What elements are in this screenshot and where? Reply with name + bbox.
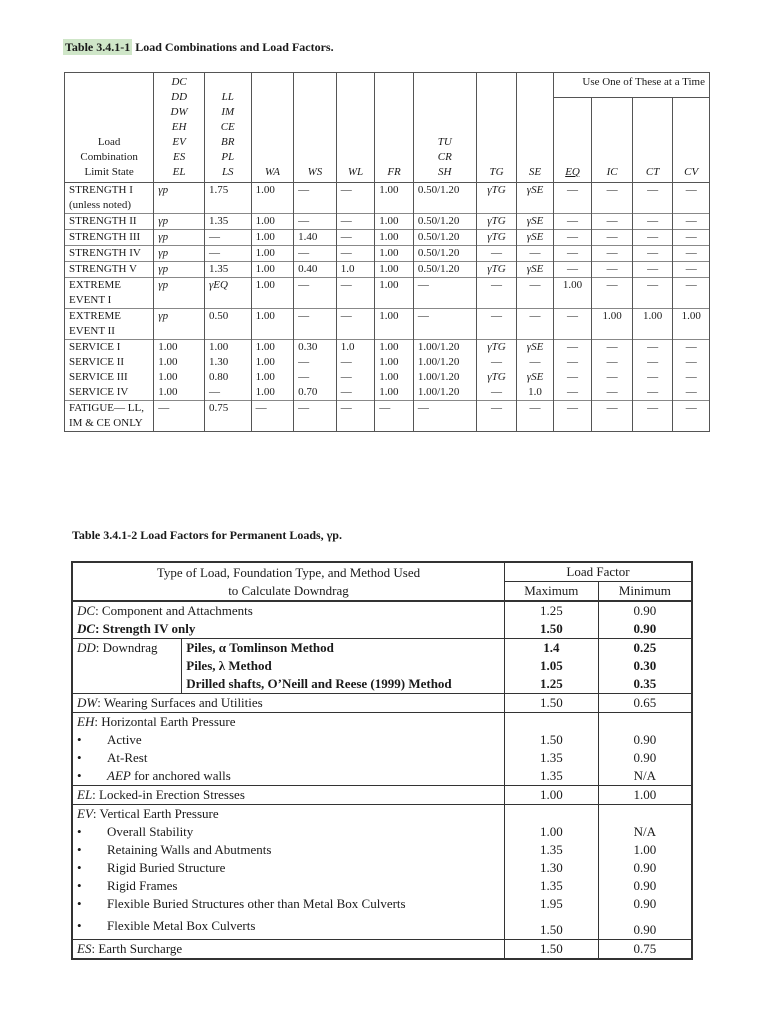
load-factor-cell: — bbox=[673, 278, 710, 309]
col-ll-line: PL bbox=[221, 151, 235, 163]
load-factor-cell: 1.00 bbox=[375, 183, 414, 214]
load-factor-cell: — bbox=[413, 309, 476, 340]
load-factor-cell: — bbox=[553, 246, 592, 262]
load-factor-cell: 1.00 bbox=[251, 278, 294, 309]
table1-row bbox=[65, 246, 710, 262]
row-ev-3 bbox=[72, 877, 692, 895]
es-label: ES: Earth Surcharge bbox=[72, 940, 504, 960]
eh-item-0-max: 1.50 bbox=[504, 731, 598, 749]
load-factor-cell: — bbox=[632, 183, 673, 214]
eh-item-1-max: 1.35 bbox=[504, 749, 598, 767]
ev-item-4: • Flexible Buried Structures other than Metal Box Culverts bbox=[72, 895, 504, 913]
load-factor-cell: γTG bbox=[476, 214, 517, 230]
load-factor-cell: 0.50/1.20 bbox=[413, 246, 476, 262]
dc-strength-iv-label: DC: Strength IV only bbox=[77, 621, 196, 636]
table1-row bbox=[65, 183, 710, 214]
load-factor-cell: — bbox=[632, 262, 673, 278]
load-factor-cell: — bbox=[592, 183, 633, 214]
limit-state-label: SERVICE I bbox=[65, 340, 154, 356]
load-factor-cell: — bbox=[476, 278, 517, 309]
header-maximum: Maximum bbox=[504, 582, 598, 602]
load-factor-cell: — bbox=[592, 355, 633, 370]
table1-row bbox=[65, 230, 710, 246]
dd-item-0-min: 0.25 bbox=[598, 639, 692, 658]
load-factor-cell: — bbox=[592, 278, 633, 309]
table1-row bbox=[65, 340, 710, 356]
load-factor-cell: γTG bbox=[476, 340, 517, 356]
load-factor-cell: γp bbox=[154, 309, 205, 340]
dd-item-2-max: 1.25 bbox=[504, 675, 598, 694]
col-dc-line: DW bbox=[170, 106, 188, 118]
load-factor-cell: 1.00 bbox=[251, 230, 294, 246]
load-factor-cell: 1.00 bbox=[251, 370, 294, 385]
row-el bbox=[72, 786, 692, 805]
ev-item-0: • Overall Stability bbox=[72, 823, 504, 841]
table1-body bbox=[65, 183, 710, 432]
load-factor-cell: — bbox=[413, 278, 476, 309]
load-factor-cell: — bbox=[632, 246, 673, 262]
dd-item-0-max: 1.4 bbox=[504, 639, 598, 658]
ev-label: EV: Vertical Earth Pressure bbox=[72, 805, 504, 824]
load-factor-cell: 0.75 bbox=[204, 401, 251, 432]
load-factor-cell: — bbox=[294, 246, 337, 262]
eh-item-1-min: 0.90 bbox=[598, 749, 692, 767]
row-dc bbox=[72, 601, 692, 620]
table2-title: Table 3.4.1-2 Load Factors for Permanent Loads, γp. bbox=[72, 528, 342, 542]
dd-item-1-max: 1.05 bbox=[504, 657, 598, 675]
load-factor-cell: — bbox=[476, 309, 517, 340]
header-fr: FR bbox=[375, 73, 414, 183]
table1-row bbox=[65, 401, 710, 432]
col-dc-line: EL bbox=[172, 166, 186, 178]
limit-state-label: STRENGTH II bbox=[65, 214, 154, 230]
row-ev-4 bbox=[72, 895, 692, 913]
load-factor-cell: — bbox=[632, 385, 673, 401]
load-factor-cell: — bbox=[336, 385, 375, 401]
limit-state-label: STRENGTH III bbox=[65, 230, 154, 246]
load-factor-cell: — bbox=[673, 246, 710, 262]
header-wa: WA bbox=[251, 73, 294, 183]
load-factor-cell: 1.00 bbox=[154, 370, 205, 385]
load-factor-cell: 1.00 bbox=[632, 309, 673, 340]
load-factor-cell: 1.00 bbox=[251, 214, 294, 230]
load-factor-cell: — bbox=[673, 355, 710, 370]
load-factor-cell: γp bbox=[154, 214, 205, 230]
load-factor-cell: — bbox=[553, 230, 592, 246]
load-factor-cell: — bbox=[553, 309, 592, 340]
load-factor-cell: — bbox=[476, 385, 517, 401]
load-factor-cell: — bbox=[154, 401, 205, 432]
load-factor-cell: γSE bbox=[517, 214, 554, 230]
load-factor-cell: — bbox=[336, 370, 375, 385]
header-type-of-load: Type of Load, Foundation Type, and Method Used to Calculate Downdrag bbox=[156, 564, 421, 598]
load-factor-cell: 1.00 bbox=[154, 340, 205, 356]
el-min: 1.00 bbox=[598, 786, 692, 805]
load-factor-cell: 1.00 bbox=[251, 385, 294, 401]
load-factor-cell: — bbox=[592, 370, 633, 385]
load-factor-cell: 1.00 bbox=[251, 355, 294, 370]
load-factor-cell: — bbox=[517, 401, 554, 432]
load-factor-cell: — bbox=[553, 214, 592, 230]
load-factor-cell: 1.00 bbox=[375, 309, 414, 340]
table1-row bbox=[65, 385, 710, 401]
eh-item-2-max: 1.35 bbox=[504, 767, 598, 786]
header-ct: CT bbox=[632, 98, 673, 183]
table1-row bbox=[65, 278, 710, 309]
load-factor-cell: — bbox=[294, 183, 337, 214]
limit-state-label: STRENGTH IV bbox=[65, 246, 154, 262]
header-eq: EQ bbox=[553, 98, 592, 183]
col-dc-line: ES bbox=[172, 151, 186, 163]
es-min: 0.75 bbox=[598, 940, 692, 960]
load-factor-cell: — bbox=[592, 262, 633, 278]
header-cv: CV bbox=[673, 98, 710, 183]
load-factor-cell: 0.80 bbox=[204, 370, 251, 385]
load-factor-cell: 1.00 bbox=[251, 246, 294, 262]
load-factor-cell: — bbox=[517, 309, 554, 340]
load-factor-cell: 1.00 bbox=[154, 355, 205, 370]
load-factor-cell: 0.50/1.20 bbox=[413, 183, 476, 214]
row-eh-aep bbox=[72, 767, 692, 786]
eh-label: EH: Horizontal Earth Pressure bbox=[72, 713, 504, 732]
row-eh bbox=[72, 713, 692, 732]
table1-title bbox=[63, 40, 334, 55]
load-factor-cell: γp bbox=[154, 262, 205, 278]
load-factor-cell: — bbox=[517, 278, 554, 309]
load-factor-cell: — bbox=[517, 355, 554, 370]
dd-item-2-min: 0.35 bbox=[598, 675, 692, 694]
load-factor-cell: — bbox=[336, 214, 375, 230]
limit-state-label: SERVICE III bbox=[65, 370, 154, 385]
col-tu-line: SH bbox=[438, 166, 452, 178]
row-dc-strength-iv bbox=[72, 620, 692, 639]
load-factor-cell: — bbox=[476, 401, 517, 432]
table1-header-row-1 bbox=[65, 73, 710, 98]
table1-row bbox=[65, 309, 710, 340]
load-factor-cell: — bbox=[553, 370, 592, 385]
eh-item-1: • At-Rest bbox=[72, 749, 504, 767]
row-ev-1 bbox=[72, 841, 692, 859]
load-factor-cell: 1.00 bbox=[375, 246, 414, 262]
load-factor-cell: 1.0 bbox=[336, 340, 375, 356]
load-factor-cell: — bbox=[553, 262, 592, 278]
ev-item-0-min: N/A bbox=[598, 823, 692, 841]
load-factor-cell: — bbox=[553, 340, 592, 356]
load-factor-cell: 1.00 bbox=[375, 340, 414, 356]
dw-label: DW: Wearing Surfaces and Utilities bbox=[72, 694, 504, 713]
header-tg: TG bbox=[476, 73, 517, 183]
load-factor-cell: 1.00 bbox=[375, 214, 414, 230]
load-factor-cell: 1.00 bbox=[375, 370, 414, 385]
row-es bbox=[72, 940, 692, 960]
load-factor-cell: γp bbox=[154, 183, 205, 214]
load-factor-cell: — bbox=[476, 246, 517, 262]
table1-row bbox=[65, 262, 710, 278]
load-factor-cell: 0.50/1.20 bbox=[413, 230, 476, 246]
load-factor-cell: 1.00 bbox=[251, 309, 294, 340]
row-ev-5 bbox=[72, 913, 692, 940]
ev-item-5-max: 1.50 bbox=[504, 913, 598, 940]
load-factor-cell: γSE bbox=[517, 262, 554, 278]
load-factor-cell: 0.50/1.20 bbox=[413, 262, 476, 278]
ev-item-3-min: 0.90 bbox=[598, 877, 692, 895]
load-factor-cell: γp bbox=[154, 246, 205, 262]
load-factor-cell: — bbox=[632, 230, 673, 246]
load-factor-cell: 1.30 bbox=[204, 355, 251, 370]
load-factor-cell: γTG bbox=[476, 183, 517, 214]
ev-item-5-min: 0.90 bbox=[598, 913, 692, 940]
load-factor-cell: — bbox=[632, 401, 673, 432]
row-ev bbox=[72, 805, 692, 824]
load-factor-cell: 1.00 bbox=[251, 262, 294, 278]
table1-title-number: Table 3.4.1-1 bbox=[65, 40, 131, 54]
eh-item-0-min: 0.90 bbox=[598, 731, 692, 749]
col-limit-line: Combination bbox=[80, 151, 138, 163]
header-dc-group bbox=[154, 73, 205, 183]
load-factor-cell: 1.00 bbox=[375, 278, 414, 309]
limit-state-label: EXTREME EVENT II bbox=[65, 309, 154, 340]
row-dd-1 bbox=[72, 639, 692, 658]
load-factor-cell: — bbox=[632, 370, 673, 385]
load-factor-cell: — bbox=[336, 355, 375, 370]
permanent-load-factors-table bbox=[71, 561, 693, 960]
header-ll-group bbox=[204, 73, 251, 183]
load-factor-cell: — bbox=[251, 401, 294, 432]
el-label: EL: Locked-in Erection Stresses bbox=[72, 786, 504, 805]
load-factor-cell: — bbox=[673, 214, 710, 230]
ev-item-0-max: 1.00 bbox=[504, 823, 598, 841]
load-factor-cell: — bbox=[294, 401, 337, 432]
load-factor-cell: — bbox=[673, 230, 710, 246]
ev-item-3-max: 1.35 bbox=[504, 877, 598, 895]
load-factor-cell: — bbox=[673, 370, 710, 385]
load-factor-cell: 1.00 bbox=[154, 385, 205, 401]
col-ll-line: BR bbox=[221, 136, 235, 148]
col-dc-line: EH bbox=[171, 121, 187, 133]
load-factor-cell: — bbox=[673, 340, 710, 356]
ev-item-1: • Retaining Walls and Abutments bbox=[72, 841, 504, 859]
col-limit-line: Limit State bbox=[84, 166, 134, 178]
col-ll-line: IM bbox=[221, 106, 235, 118]
eh-item-0: • Active bbox=[72, 731, 504, 749]
load-factor-cell: — bbox=[294, 355, 337, 370]
col-dc-line: DD bbox=[171, 91, 188, 103]
row-ev-0 bbox=[72, 823, 692, 841]
col-ll-line: LL bbox=[221, 91, 234, 103]
limit-state-label: EXTREME EVENT I bbox=[65, 278, 154, 309]
header-ws: WS bbox=[294, 73, 337, 183]
load-factor-cell: 1.00/1.20 bbox=[413, 355, 476, 370]
header-se: SE bbox=[517, 73, 554, 183]
dd-item-1-min: 0.30 bbox=[598, 657, 692, 675]
row-ev-2 bbox=[72, 859, 692, 877]
load-factor-cell: 0.50 bbox=[204, 309, 251, 340]
dc-strength-iv-min: 0.90 bbox=[598, 620, 692, 639]
load-factor-cell: γp bbox=[154, 278, 205, 309]
load-factor-cell: γEQ bbox=[204, 278, 251, 309]
load-factor-cell: — bbox=[553, 355, 592, 370]
ev-item-2-max: 1.30 bbox=[504, 859, 598, 877]
header-minimum: Minimum bbox=[598, 582, 692, 602]
load-factor-cell: 1.35 bbox=[204, 262, 251, 278]
load-factor-cell: — bbox=[592, 385, 633, 401]
load-factor-cell: 1.00 bbox=[204, 340, 251, 356]
limit-state-label: FATIGUE— LL, IM & CE ONLY bbox=[65, 401, 154, 432]
load-factor-cell: — bbox=[673, 401, 710, 432]
load-factor-cell: — bbox=[553, 385, 592, 401]
load-factor-cell: 0.40 bbox=[294, 262, 337, 278]
load-factor-cell: — bbox=[336, 183, 375, 214]
load-factor-cell: γTG bbox=[476, 370, 517, 385]
load-factor-cell: γp bbox=[154, 230, 205, 246]
row-dw bbox=[72, 694, 692, 713]
header-tu-group bbox=[413, 73, 476, 183]
load-factor-cell: 1.00/1.20 bbox=[413, 385, 476, 401]
col-ll-line: LS bbox=[221, 166, 234, 178]
load-factor-cell: γTG bbox=[476, 262, 517, 278]
eh-item-2: • AEP for anchored walls bbox=[72, 767, 504, 786]
load-factor-cell: 1.00 bbox=[375, 230, 414, 246]
row-eh-at-rest bbox=[72, 749, 692, 767]
eh-item-2-min: N/A bbox=[598, 767, 692, 786]
load-factor-cell: — bbox=[517, 246, 554, 262]
load-factor-cell: — bbox=[336, 246, 375, 262]
col-tu-line: TU bbox=[437, 136, 452, 148]
load-factor-cell: 1.75 bbox=[204, 183, 251, 214]
load-factor-cell: 1.00 bbox=[251, 340, 294, 356]
dc-max: 1.25 bbox=[504, 601, 598, 620]
dc-strength-iv-max: 1.50 bbox=[504, 620, 598, 639]
limit-state-label: SERVICE IV bbox=[65, 385, 154, 401]
load-factor-cell: γSE bbox=[517, 340, 554, 356]
load-combinations-table bbox=[64, 72, 710, 432]
dw-min: 0.65 bbox=[598, 694, 692, 713]
load-factor-cell: 1.00 bbox=[592, 309, 633, 340]
load-factor-cell: 1.00 bbox=[375, 355, 414, 370]
header-wl: WL bbox=[336, 73, 375, 183]
load-factor-cell: 1.00/1.20 bbox=[413, 340, 476, 356]
col-tu-line: CR bbox=[437, 151, 452, 163]
table1-row bbox=[65, 355, 710, 370]
load-factor-cell: 1.00 bbox=[375, 262, 414, 278]
load-factor-cell: — bbox=[632, 278, 673, 309]
dw-max: 1.50 bbox=[504, 694, 598, 713]
header-limit-state bbox=[65, 73, 154, 183]
table1-row bbox=[65, 370, 710, 385]
dd-item-2: Drilled shafts, O’Neill and Reese (1999) Method bbox=[182, 675, 505, 694]
dd-item-1: Piles, λ Method bbox=[182, 657, 505, 675]
dd-label: DD: Downdrag bbox=[72, 639, 182, 694]
table1-row bbox=[65, 214, 710, 230]
load-factor-cell: — bbox=[592, 401, 633, 432]
load-factor-cell: γSE bbox=[517, 230, 554, 246]
ev-item-2-min: 0.90 bbox=[598, 859, 692, 877]
table2-header-row-1 bbox=[72, 562, 692, 582]
load-factor-cell: — bbox=[413, 401, 476, 432]
load-factor-cell: — bbox=[294, 309, 337, 340]
load-factor-cell: 1.00 bbox=[553, 278, 592, 309]
load-factor-cell: — bbox=[204, 385, 251, 401]
load-factor-cell: — bbox=[294, 278, 337, 309]
load-factor-cell: — bbox=[673, 183, 710, 214]
load-factor-cell: — bbox=[632, 355, 673, 370]
load-factor-cell: — bbox=[632, 340, 673, 356]
load-factor-cell: γTG bbox=[476, 230, 517, 246]
load-factor-cell: 1.0 bbox=[336, 262, 375, 278]
load-factor-cell: 1.00 bbox=[375, 385, 414, 401]
load-factor-cell: 0.50/1.20 bbox=[413, 214, 476, 230]
load-factor-cell: 1.00 bbox=[251, 183, 294, 214]
ev-item-2: • Rigid Buried Structure bbox=[72, 859, 504, 877]
load-factor-cell: γSE bbox=[517, 370, 554, 385]
load-factor-cell: — bbox=[592, 214, 633, 230]
load-factor-cell: — bbox=[592, 340, 633, 356]
load-factor-cell: 0.30 bbox=[294, 340, 337, 356]
limit-state-label: STRENGTH V bbox=[65, 262, 154, 278]
dc-min: 0.90 bbox=[598, 601, 692, 620]
load-factor-cell: 1.00 bbox=[673, 309, 710, 340]
header-load-factor: Load Factor bbox=[504, 562, 692, 582]
load-factor-cell: — bbox=[673, 262, 710, 278]
load-factor-cell: — bbox=[553, 183, 592, 214]
load-factor-cell: — bbox=[632, 214, 673, 230]
col-limit-line: Load bbox=[97, 136, 121, 148]
load-factor-cell: — bbox=[375, 401, 414, 432]
col-dc-line: EV bbox=[172, 136, 186, 148]
ev-item-1-max: 1.35 bbox=[504, 841, 598, 859]
dd-item-0: Piles, α Tomlinson Method bbox=[182, 639, 505, 658]
header-ic: IC bbox=[592, 98, 633, 183]
ev-item-4-max: 1.95 bbox=[504, 895, 598, 913]
load-factor-cell: — bbox=[673, 385, 710, 401]
load-factor-cell: — bbox=[204, 230, 251, 246]
load-factor-cell: — bbox=[592, 246, 633, 262]
load-factor-cell: 1.40 bbox=[294, 230, 337, 246]
load-factor-cell: γSE bbox=[517, 183, 554, 214]
load-factor-cell: — bbox=[294, 214, 337, 230]
ev-item-4-min: 0.90 bbox=[598, 895, 692, 913]
ev-item-5: • Flexible Metal Box Culverts bbox=[72, 913, 504, 940]
ev-item-1-min: 1.00 bbox=[598, 841, 692, 859]
col-dc-line: DC bbox=[171, 76, 187, 88]
ev-item-3: • Rigid Frames bbox=[72, 877, 504, 895]
load-factor-cell: 1.00/1.20 bbox=[413, 370, 476, 385]
dc-label: DC: Component and Attachments bbox=[72, 601, 504, 620]
load-factor-cell: 1.0 bbox=[517, 385, 554, 401]
load-factor-cell: 1.35 bbox=[204, 214, 251, 230]
load-factor-cell: — bbox=[592, 230, 633, 246]
header-use-one: Use One of These at a Time bbox=[553, 73, 709, 98]
load-factor-cell: — bbox=[553, 401, 592, 432]
limit-state-label: STRENGTH I (unless noted) bbox=[65, 183, 154, 214]
limit-state-label: SERVICE II bbox=[65, 355, 154, 370]
load-factor-cell: — bbox=[204, 246, 251, 262]
es-max: 1.50 bbox=[504, 940, 598, 960]
load-factor-cell: — bbox=[336, 309, 375, 340]
row-eh-active bbox=[72, 731, 692, 749]
col-ll-line: CE bbox=[220, 121, 235, 133]
table1-title-text: Load Combinations and Load Factors. bbox=[132, 40, 334, 54]
load-factor-cell: 0.70 bbox=[294, 385, 337, 401]
load-factor-cell: — bbox=[336, 401, 375, 432]
load-factor-cell: — bbox=[476, 355, 517, 370]
load-factor-cell: — bbox=[336, 230, 375, 246]
load-factor-cell: — bbox=[294, 370, 337, 385]
load-factor-cell: — bbox=[336, 278, 375, 309]
el-max: 1.00 bbox=[504, 786, 598, 805]
